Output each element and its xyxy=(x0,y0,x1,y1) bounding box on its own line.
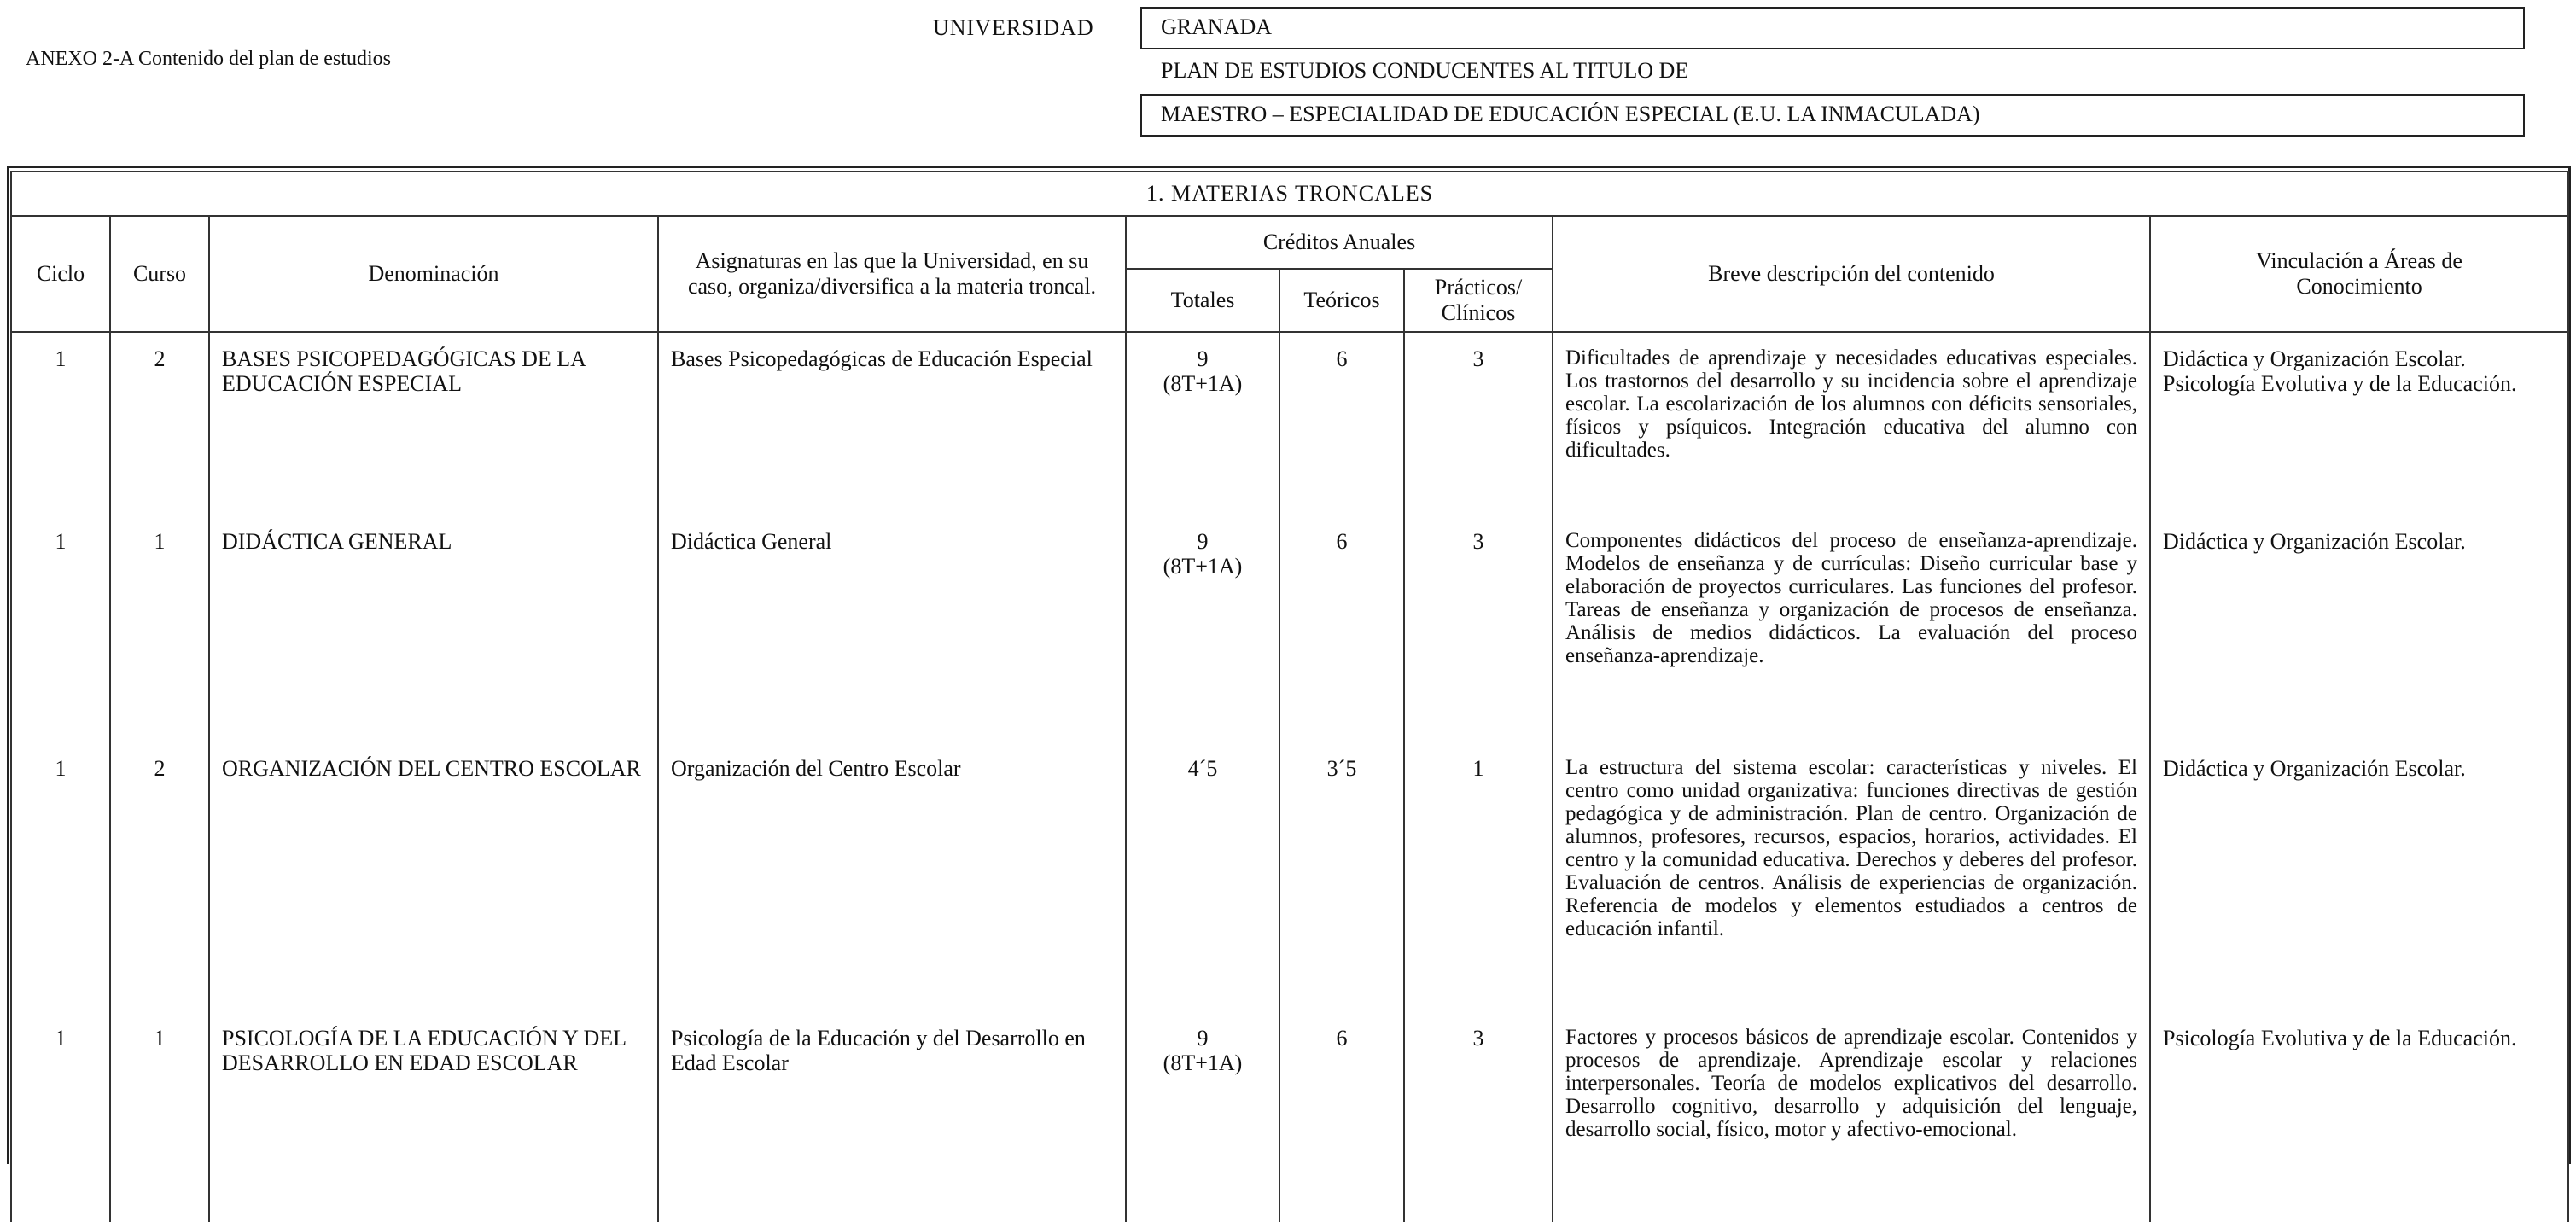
cell-denominacion: PSICOLOGÍA DE LA EDUCACIÓN Y DEL DESARROLLO EN EDAD ESCOLAR xyxy=(209,1012,658,1222)
cell-curso: 2 xyxy=(110,742,209,1012)
col-creditos: Créditos Anuales xyxy=(1126,216,1553,269)
annex-title: ANEXO 2-A Contenido del plan de estudios xyxy=(26,48,391,70)
cell-denominacion: DIDÁCTICA GENERAL xyxy=(209,515,658,742)
cell-practicos: 3 xyxy=(1404,1012,1553,1222)
cell-ciclo: 1 xyxy=(11,332,110,515)
cell-totales xyxy=(1126,742,1279,1012)
cell-totales xyxy=(1126,1012,1279,1222)
cell-teoricos: 6 xyxy=(1279,515,1404,742)
degree-title-field: MAESTRO – ESPECIALIDAD DE EDUCACIÓN ESPECIAL (E.U. LA INMACULADA) xyxy=(1140,94,2525,137)
cell-denominacion: BASES PSICOPEDAGÓGICAS DE LA EDUCACIÓN ESPECIAL xyxy=(209,332,658,515)
col-teoricos: Teóricos xyxy=(1279,269,1404,332)
cell-totales xyxy=(1126,332,1279,515)
totales-breakdown: (8T+1A) xyxy=(1163,554,1243,579)
cell-practicos: 3 xyxy=(1404,515,1553,742)
cell-totales xyxy=(1126,515,1279,742)
cell-asignatura: Organización del Centro Escolar xyxy=(658,742,1126,1012)
col-vinculacion: Vinculación a Áreas de Conocimiento xyxy=(2150,216,2568,332)
cell-curso: 1 xyxy=(110,1012,209,1222)
cell-ciclo: 1 xyxy=(11,515,110,742)
cell-asignatura: Didáctica General xyxy=(658,515,1126,742)
totales-breakdown: (8T+1A) xyxy=(1163,371,1243,396)
plan-label: PLAN DE ESTUDIOS CONDUCENTES AL TITULO DE xyxy=(1161,58,1689,83)
cell-practicos: 1 xyxy=(1404,742,1553,1012)
cell-curso: 2 xyxy=(110,332,209,515)
table-row xyxy=(11,742,2568,1012)
cell-practicos: 3 xyxy=(1404,332,1553,515)
col-denominacion: Denominación xyxy=(209,216,658,332)
cell-descripcion: Factores y procesos básicos de aprendizaje escolar. Contenidos y procesos de aprendizaje. Aprendizaje escolar y relaciones interpersonales. Teoría de modelos explicativos del desarrollo. Desarrollo cognitivo, desarrollo y adquisición del lenguaje, desarrollo social, físico, motor y afectivo-emocional. xyxy=(1553,1012,2150,1222)
cell-teoricos: 3´5 xyxy=(1279,742,1404,1012)
cell-asignatura: Psicología de la Educación y del Desarrollo en Edad Escolar xyxy=(658,1012,1126,1222)
cell-descripcion: La estructura del sistema escolar: características y niveles. El centro como unidad organizativa: funciones directivas de gestión pedagógica y de administración. Plan de centro. Organización de alumnos, profesores, recursos, espacios, horarios, actividades. El centro y la comunidad educativa. Derechos y deberes del profesor. Evaluación de centros. Análisis de experiencias de organización. Referencia de modelos y elementos estudiados a centros de educación infantil. xyxy=(1553,742,2150,1012)
col-descripcion: Breve descripción del contenido xyxy=(1553,216,2150,332)
university-field: GRANADA xyxy=(1140,7,2525,49)
totales-value: 9 xyxy=(1197,346,1209,371)
cell-teoricos: 6 xyxy=(1279,332,1404,515)
cell-vinculacion: Didáctica y Organización Escolar. xyxy=(2150,742,2568,1012)
cell-vinculacion: Didáctica y Organización Escolar. Psicología Evolutiva y de la Educación. xyxy=(2150,332,2568,515)
col-curso: Curso xyxy=(110,216,209,332)
totales-breakdown: (8T+1A) xyxy=(1163,1050,1243,1075)
col-ciclo: Ciclo xyxy=(11,216,110,332)
table-row xyxy=(11,332,2568,515)
cell-vinculacion: Psicología Evolutiva y de la Educación. xyxy=(2150,1012,2568,1222)
section-title: 1. MATERIAS TRONCALES xyxy=(11,172,2568,216)
cell-teoricos: 6 xyxy=(1279,1012,1404,1222)
totales-value: 9 xyxy=(1197,529,1209,554)
cell-vinculacion: Didáctica y Organización Escolar. xyxy=(2150,515,2568,742)
cell-ciclo: 1 xyxy=(11,1012,110,1222)
totales-value: 4´5 xyxy=(1187,756,1218,781)
cell-curso: 1 xyxy=(110,515,209,742)
cell-descripcion: Componentes didácticos del proceso de enseñanza-aprendizaje. Modelos de enseñanza y de currículas: Diseño curricular base y elaboración de proyectos curriculares. Las funciones del profesor. Tareas de enseñanza y organización de procesos de enseñanza. Análisis de medios didácticos. La evaluación del proceso enseñanza-aprendizaje. xyxy=(1553,515,2150,742)
cell-asignatura: Bases Psicopedagógicas de Educación Especial xyxy=(658,332,1126,515)
troncales-table xyxy=(10,171,2569,1222)
totales-value: 9 xyxy=(1197,1026,1209,1050)
cell-descripcion: Dificultades de aprendizaje y necesidades educativas especiales. Los trastornos del desarrollo y su incidencia sobre el aprendizaje escolar. La escolarización de los alumnos con déficits sensoriales, físicos y psíquicos. Integración educativa del alumno con dificultades. xyxy=(1553,332,2150,515)
col-practicos: Prácticos/ Clínicos xyxy=(1404,269,1553,332)
table-row xyxy=(11,515,2568,742)
cell-denominacion: ORGANIZACIÓN DEL CENTRO ESCOLAR xyxy=(209,742,658,1012)
col-asignaturas: Asignaturas en las que la Universidad, en su caso, organiza/diversifica a la materia troncal. xyxy=(658,216,1126,332)
cell-ciclo: 1 xyxy=(11,742,110,1012)
university-label: UNIVERSIDAD xyxy=(933,15,1094,40)
col-totales: Totales xyxy=(1126,269,1279,332)
table-row xyxy=(11,1012,2568,1222)
